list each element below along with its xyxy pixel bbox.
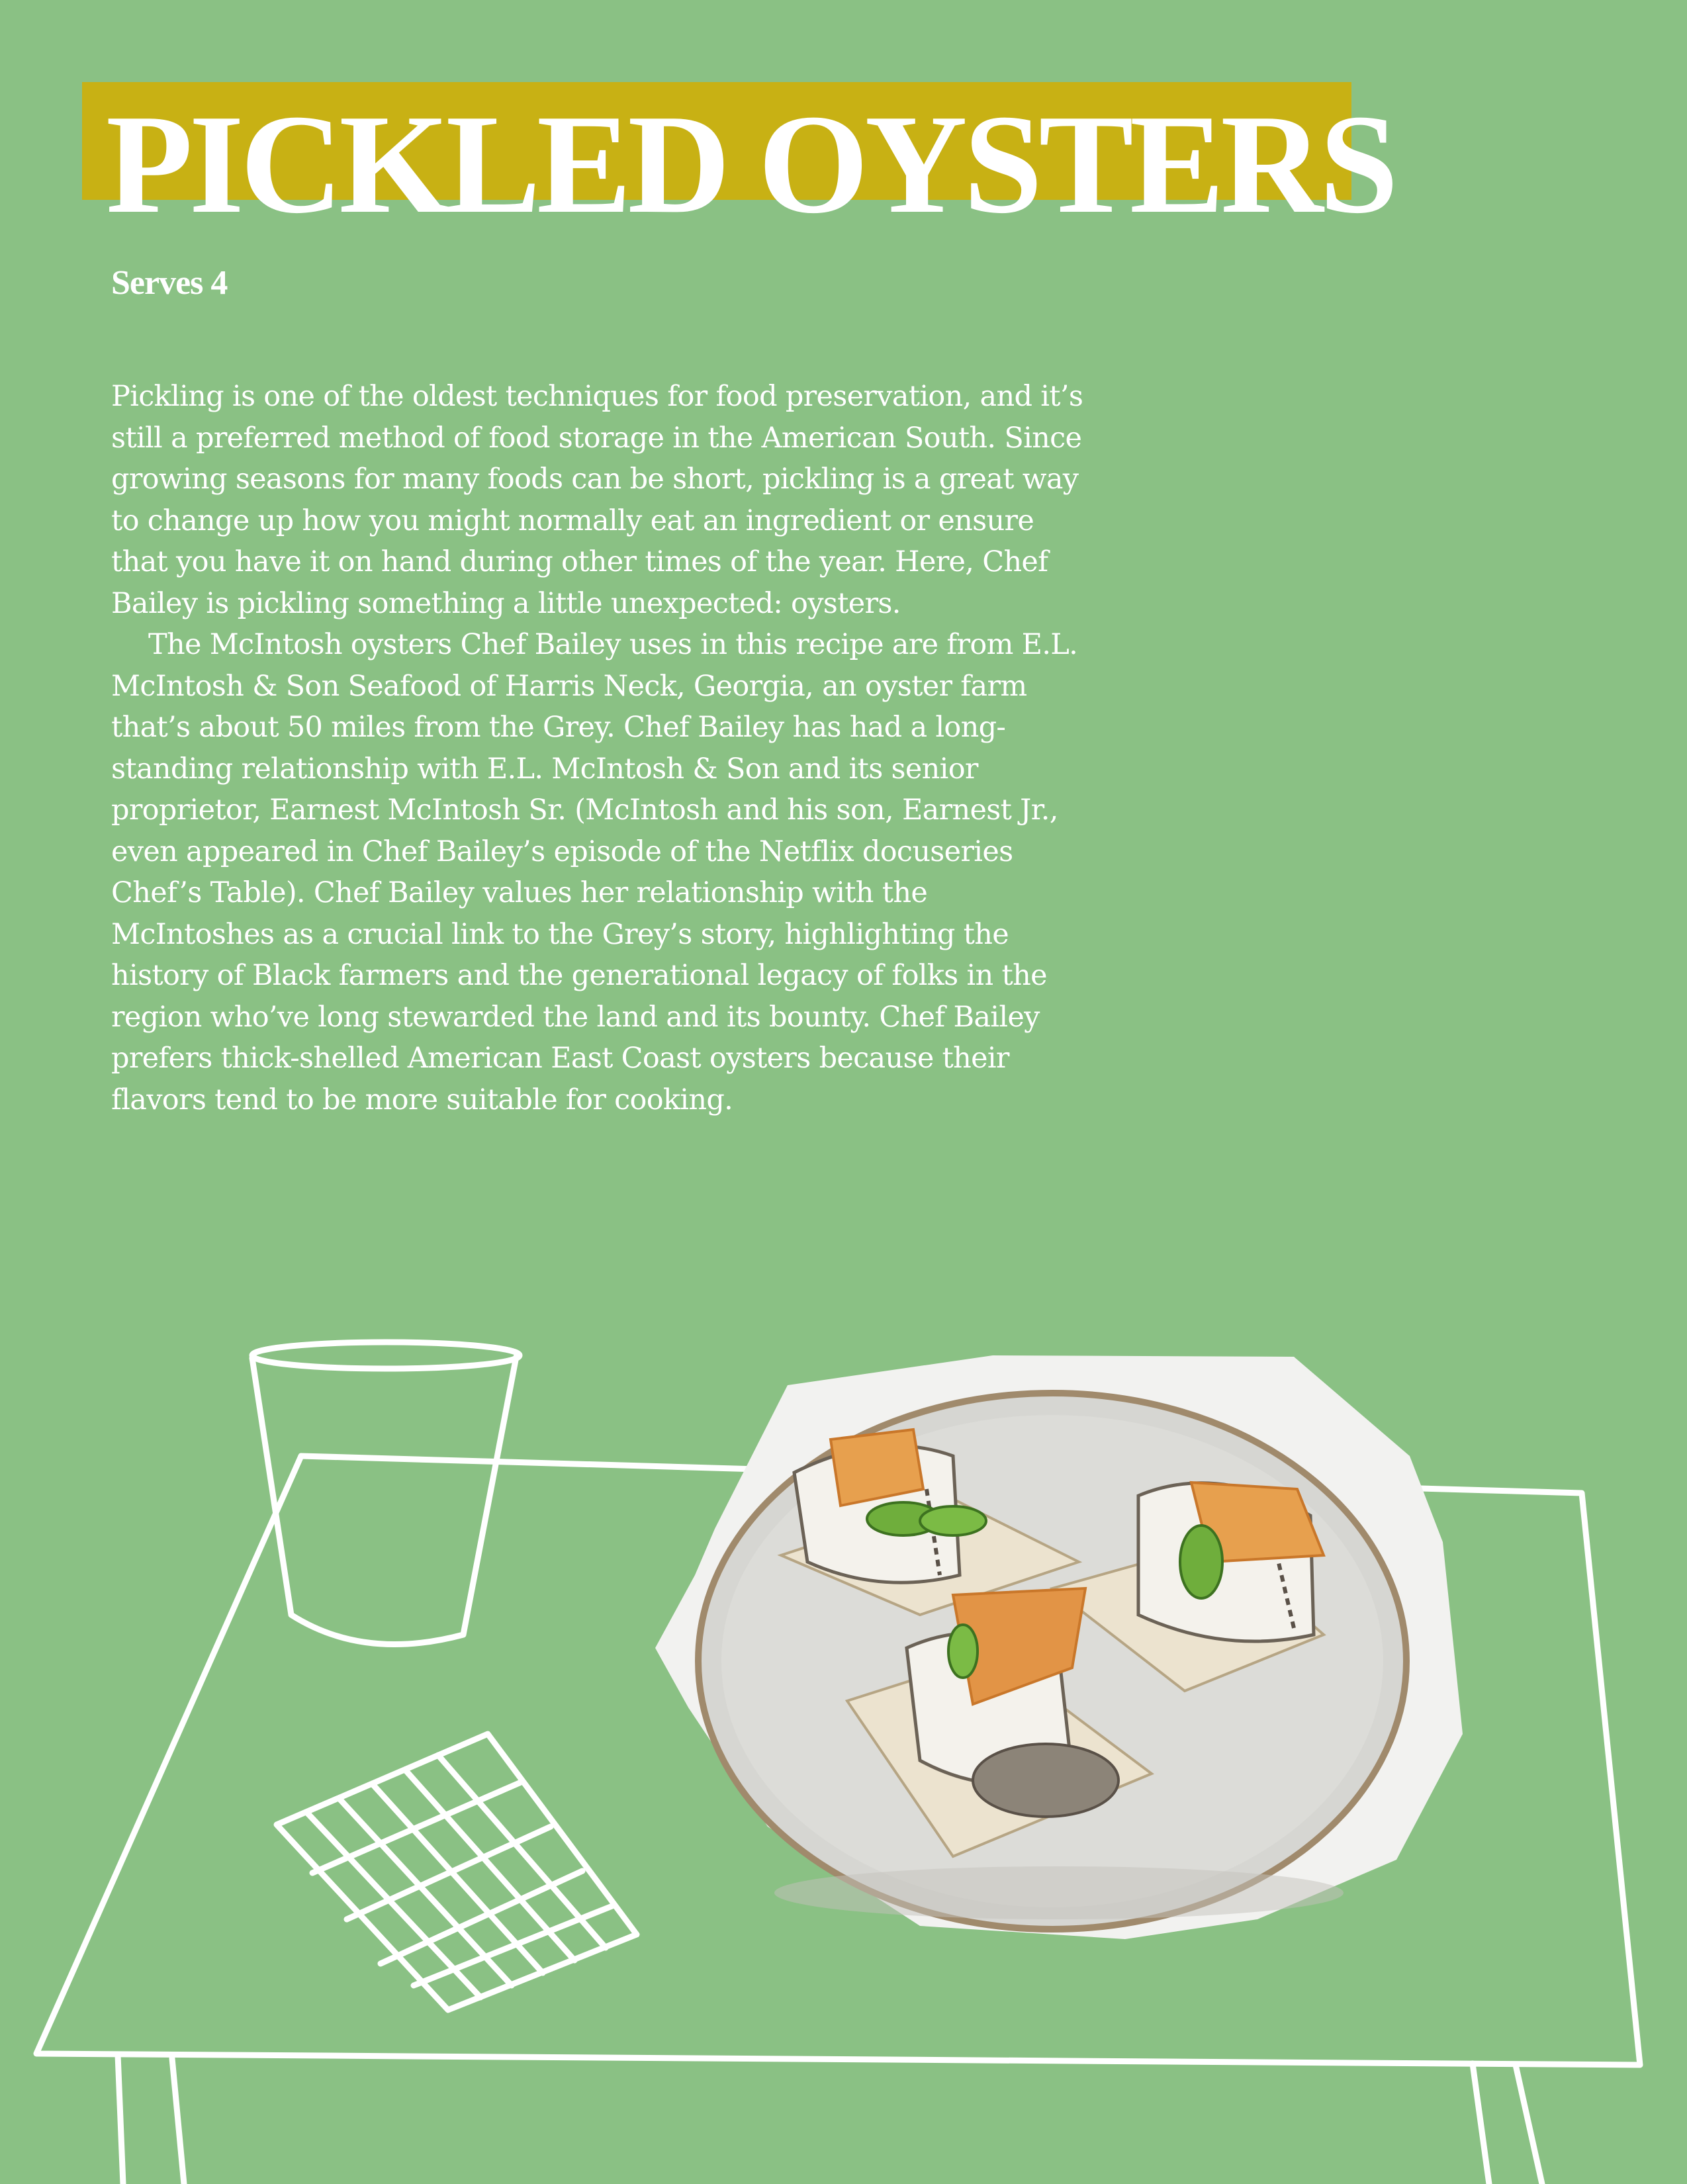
page-title: PICKLED OYSTERS: [106, 85, 1395, 243]
cup-rim: [252, 1342, 520, 1369]
table-leg-left: [118, 2055, 184, 2184]
table-leg-right: [1473, 2064, 1542, 2184]
cup-body: [252, 1357, 516, 1645]
intro-text: [111, 376, 1091, 1120]
table-illustration: [0, 1257, 1687, 2184]
paragraph-2: The McIntosh oysters Chef Bailey uses in this recipe are from E.L. McIntosh & Son Seafood of Harris Neck, Georgia, an oyster farm that’s about 50 miles from the Grey. Chef Bailey has had a long-standing relationship with E.L. McIntosh & Son and its senior proprietor, Earnest McIntosh Sr. (McIntosh and his son, Earnest Jr., even appeared in Chef Bailey’s episode of the Netflix docuseries Chef’s Table). Chef Bailey values her relationship with the McIntoshes as a crucial link to the Grey’s story, highlighting the history of Black farmers and the generational legacy of folks in the region who’ve long stewarded the land and its bounty. Chef Bailey prefers thick-shelled American East Coast oysters because their flavors tend to be more suitable for cooking.: [111, 628, 1078, 1116]
table-top-outline: [36, 1456, 1640, 2065]
paragraph-1: Pickling is one of the oldest techniques for food preservation, and it’s still a preferred method of food storage in the American South. Since growing seasons for many foods can be short, pickling is a great way to change up how you might normally eat an ingredient or ensure that you have it on hand during other times of the year. Here, Chef Bailey is pickling something a little unexpected: oysters.: [111, 380, 1083, 620]
serves-label: Serves 4: [111, 264, 228, 302]
napkin-grid-icon: [277, 1734, 637, 2010]
